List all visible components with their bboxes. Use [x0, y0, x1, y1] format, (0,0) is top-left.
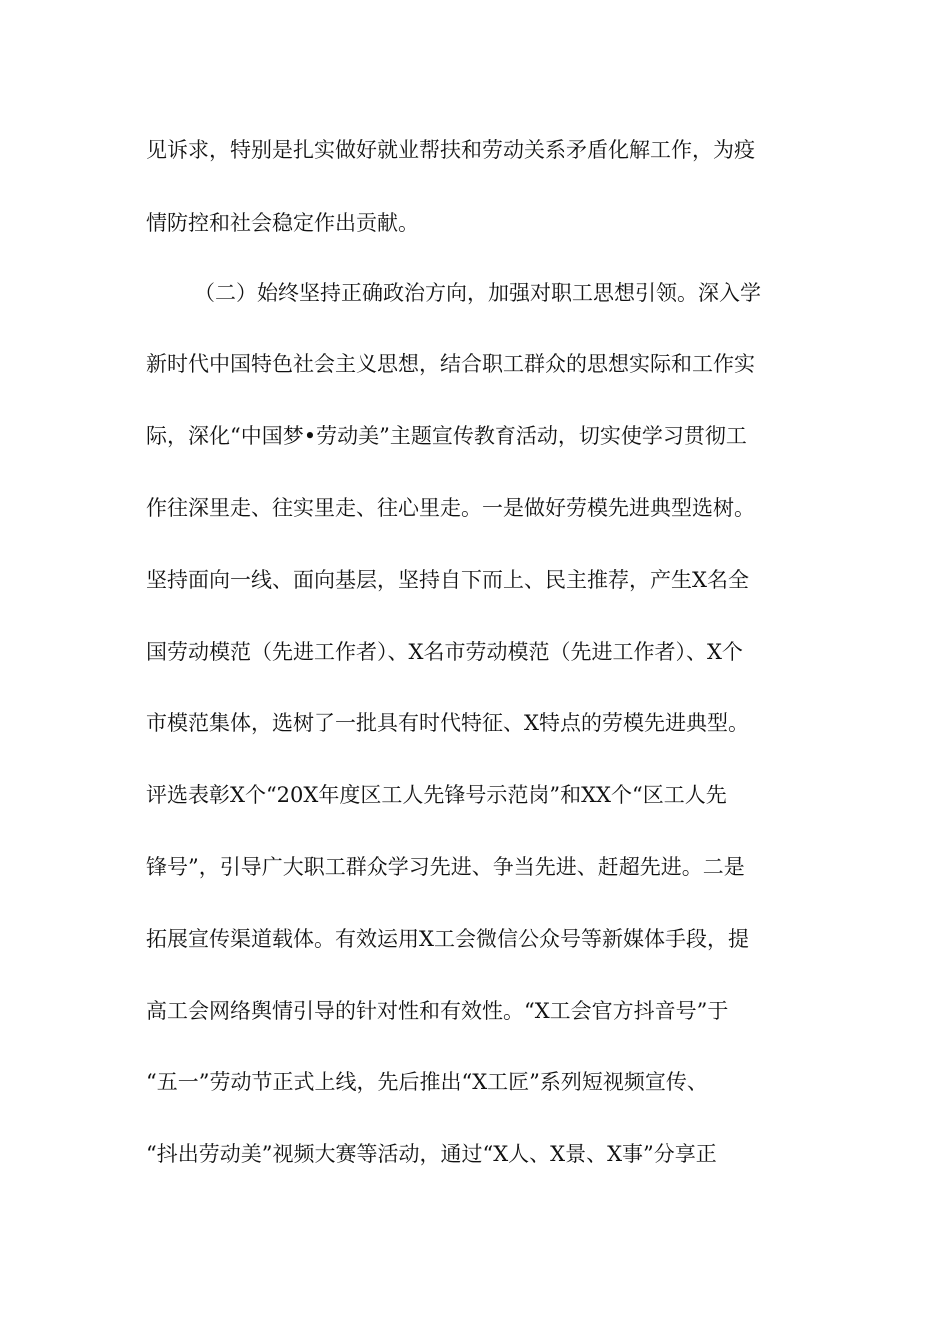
text-line: 市模范集体，选树了一批具有时代特征、X特点的劳模先进典型。: [146, 711, 749, 735]
text-line: 评选表彰X个“20X年度区工人先锋号示范岗”和XX个“区工人先: [146, 783, 727, 807]
text-line: 锋号”，引导广大职工群众学习先进、争当先进、赶超先进。二是: [146, 855, 745, 879]
text-line: 际，深化“中国梦•劳动美”主题宣传教育活动，切实使学习贯彻工: [146, 424, 747, 448]
text-line: 作往深里走、往实里走、往心里走。一是做好劳模先进典型选树。: [146, 496, 755, 520]
text-line: 见诉求，特别是扎实做好就业帮扶和劳动关系矛盾化解工作，为疫: [146, 138, 755, 162]
text-line: “抖出劳动美”视频大赛等活动，通过“X人、X景、X事”分享正: [146, 1142, 717, 1166]
text-line: 国劳动模范（先进工作者）、X名市劳动模范（先进工作者）、X个: [146, 640, 743, 664]
paragraph-heading-line: （二）始终坚持正确政治方向，加强对职工思想引领。深入学: [194, 281, 761, 305]
text-line: 拓展宣传渠道载体。有效运用X工会微信公众号等新媒体手段，提: [146, 927, 749, 951]
text-line: 情防控和社会稳定作出贡献。: [146, 211, 419, 235]
text-line: 坚持面向一线、面向基层，坚持自下而上、民主推荐，产生X名全: [146, 568, 749, 592]
text-line: 高工会网络舆情引导的针对性和有效性。“X工会官方抖音号”于: [146, 999, 729, 1023]
text-line: “五一”劳动节正式上线，先后推出“X工匠”系列短视频宣传、: [146, 1070, 708, 1094]
text-line: 新时代中国特色社会主义思想，结合职工群众的思想实际和工作实: [146, 352, 755, 376]
